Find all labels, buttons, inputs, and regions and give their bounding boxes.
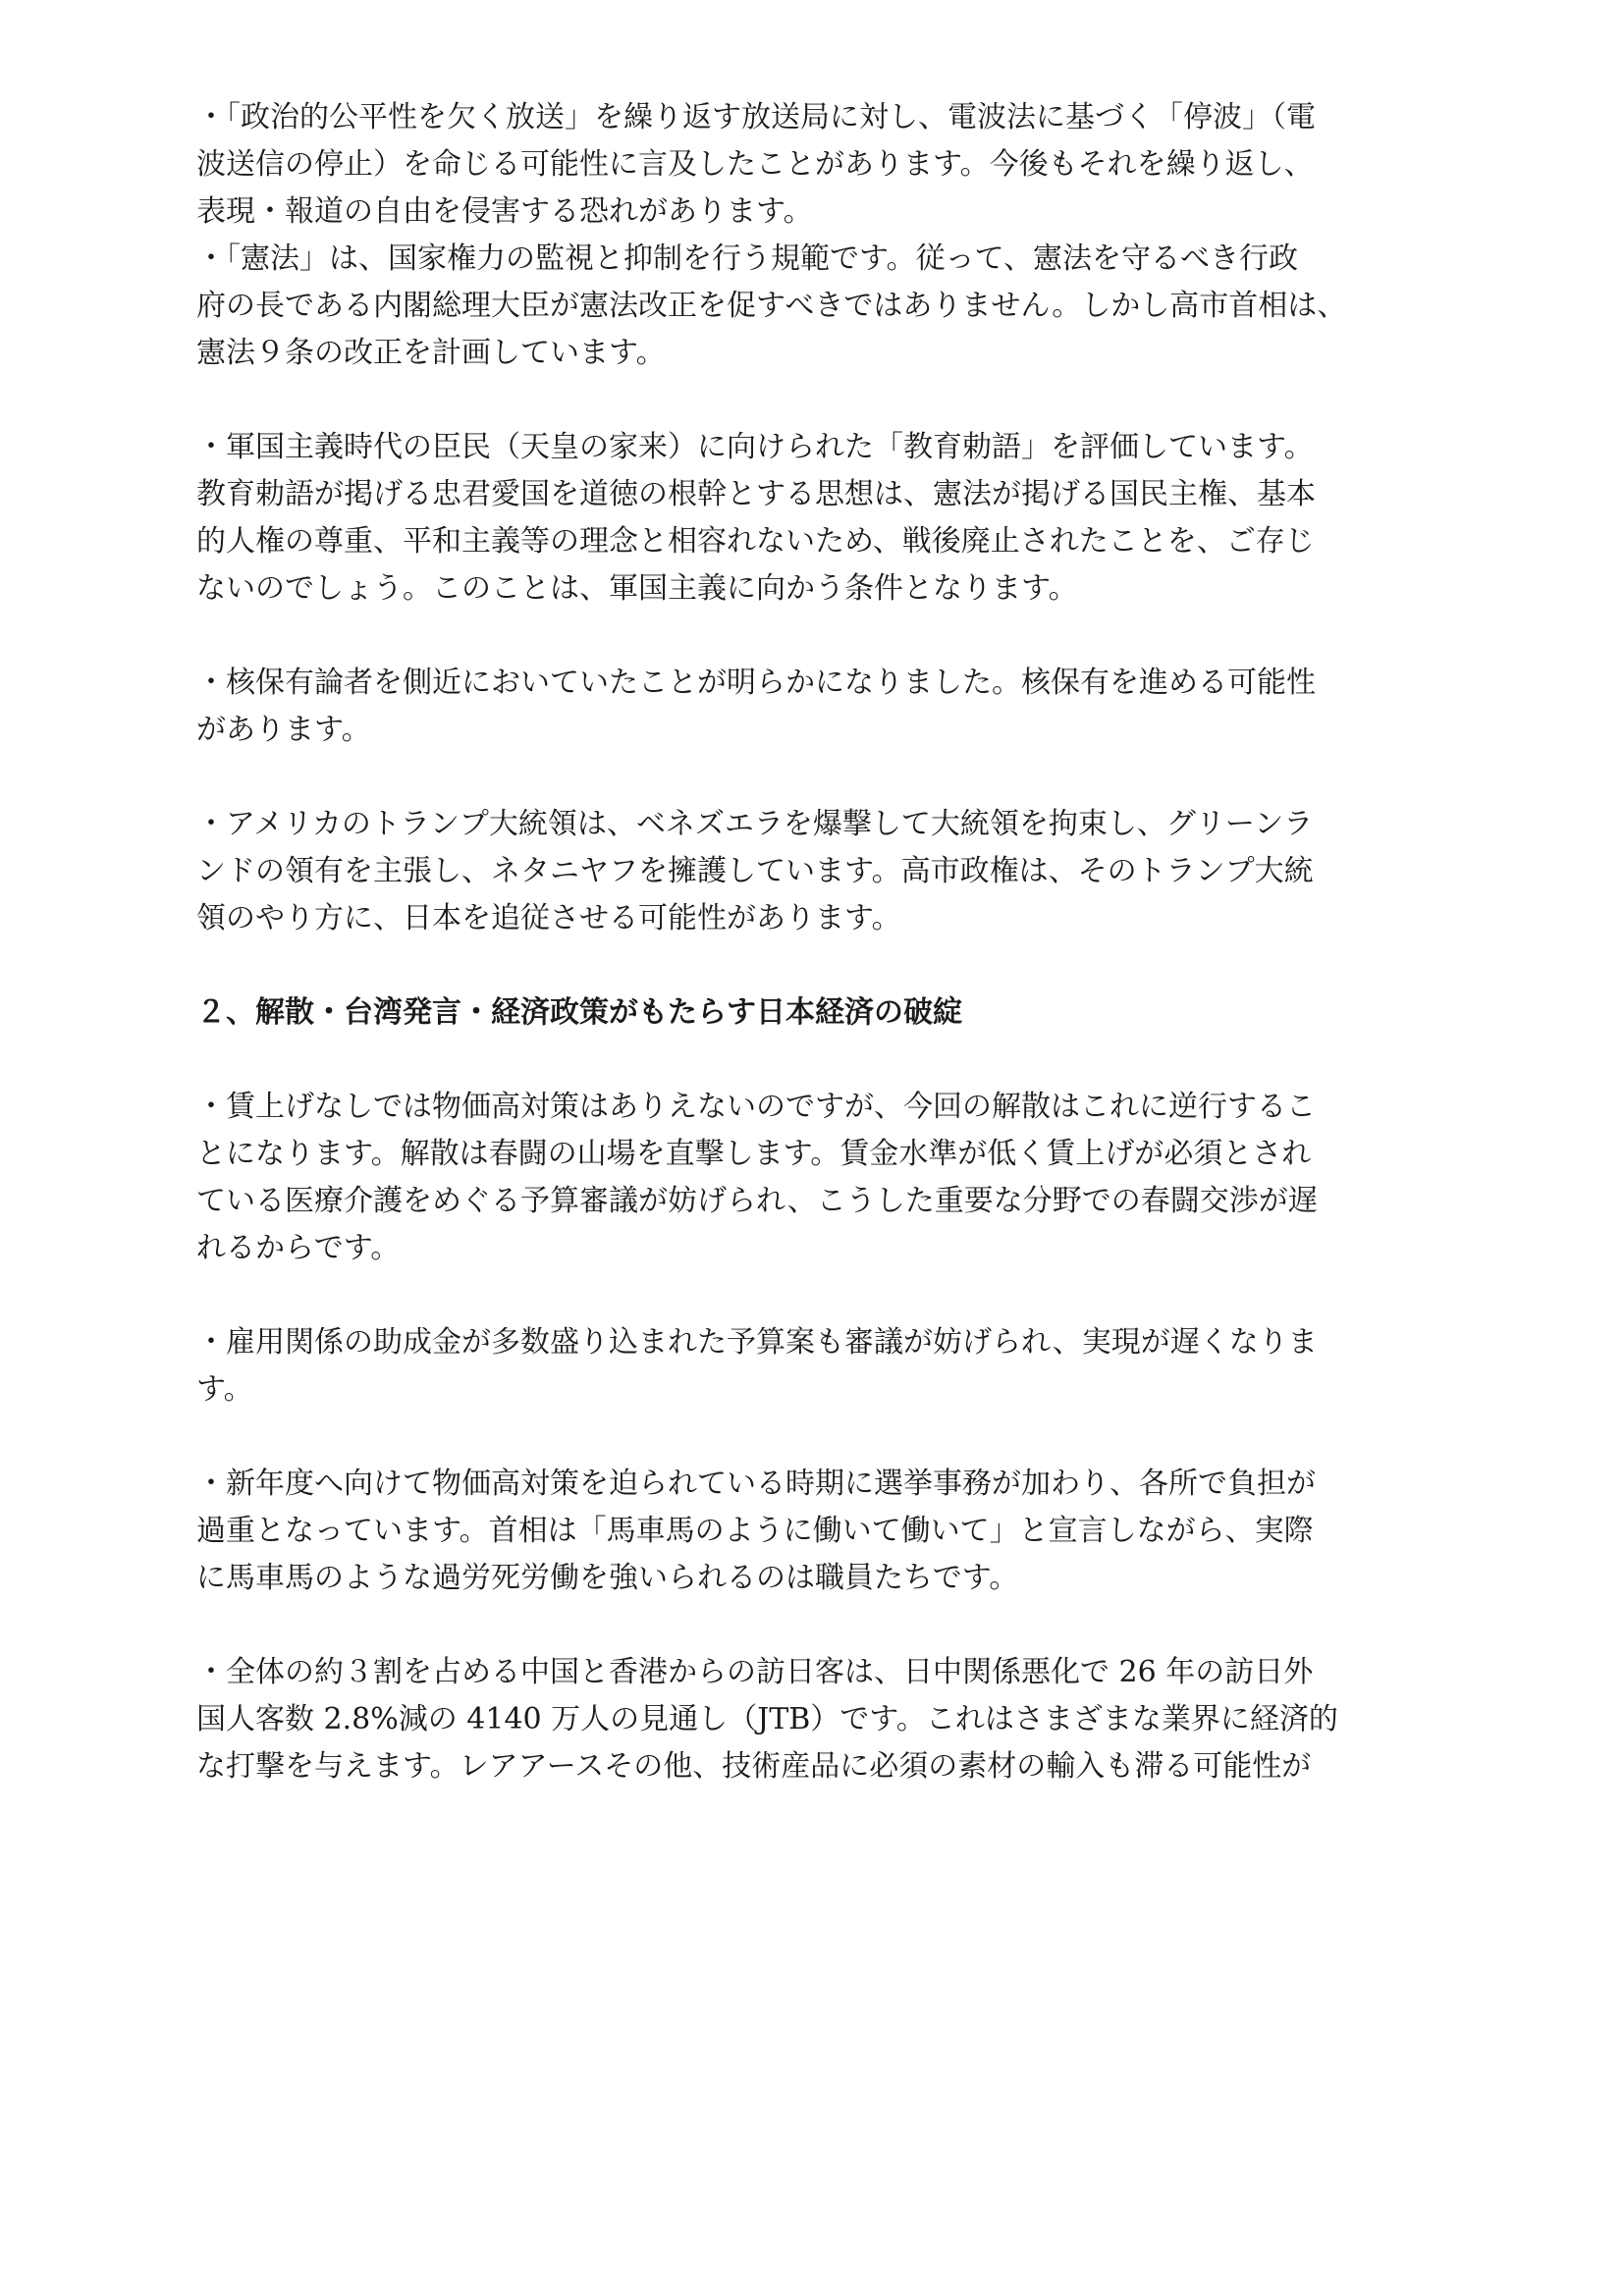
text-line: ・新年度へ向けて物価高対策を迫られている時期に選挙事務が加わり、各所で負担が	[196, 1467, 1316, 1501]
paragraph	[196, 1649, 1443, 1790]
text-line: ・軍国主義時代の臣民（天皇の家来）に向けられた「教育勅語」を評価しています。	[196, 430, 1314, 464]
text-line: ・「政治的公平性を欠く放送」を繰り返す放送局に対し、電波法に基づく「停波」（電	[196, 100, 1316, 134]
paragraph-spacer	[196, 1602, 1443, 1649]
text-line: に馬車馬のような過労死労働を強いられるのは職員たちです。	[196, 1561, 1019, 1595]
text-line: 領のやり方に、日本を追従させる可能性があります。	[196, 901, 901, 935]
text-line: 府の長である内閣総理大臣が憲法改正を促すべきではありません。しかし高市首相は、	[196, 289, 1347, 323]
text-line: 的人権の尊重、平和主義等の理念と相容れないため、戦後廃止されたことを、ご存じ	[196, 524, 1315, 559]
paragraph	[196, 94, 1443, 236]
paragraph-spacer	[196, 1037, 1443, 1084]
text-line: す。	[196, 1372, 253, 1407]
text-line: 表現・報道の自由を侵害する恐れがあります。	[196, 194, 813, 229]
paragraph-spacer	[196, 942, 1443, 989]
paragraph-spacer	[196, 754, 1443, 801]
text-line: ・賃上げなしでは物価高対策はありえないのですが、今回の解散はこれに逆行するこ	[196, 1090, 1316, 1124]
text-line: があります。	[196, 713, 371, 747]
text-line: ンドの領有を主張し、ネタニヤフを擁護しています。高市政権は、そのトランプ大統	[196, 854, 1314, 888]
paragraph-spacer	[196, 1272, 1443, 1319]
paragraph-spacer	[196, 377, 1443, 424]
paragraph	[196, 236, 1443, 377]
text-line: ・アメリカのトランプ大統領は、ベネズエラを爆撃して大統領を拘束し、グリーンラ	[196, 807, 1314, 841]
text-line: ・雇用関係の助成金が多数盛り込まれた予算案も審議が妨げられ、実現が遅くなりま	[196, 1325, 1318, 1360]
text-line: ・核保有論者を側近においていたことが明らかになりました。核保有を進める可能性	[196, 666, 1316, 700]
text-line: 憲法９条の改正を計画しています。	[196, 336, 666, 370]
paragraph	[196, 1461, 1443, 1602]
paragraph	[196, 801, 1443, 942]
text-line: な打撃を与えます。レアアースその他、技術産品に必須の素材の輸入も滞る可能性が	[196, 1749, 1312, 1784]
text-line: 国人客数 2.8%減の 4140 万人の見通し（JTB）です。これはさまざまな業界に経済的	[196, 1702, 1338, 1736]
text-line: 過重となっています。首相は「馬車馬のように働いて働いて」と宣言しながら、実際	[196, 1514, 1314, 1548]
text-line: ・「憲法」は、国家権力の監視と抑制を行う規範です。従って、憲法を守るべき行政	[196, 241, 1298, 276]
section-heading: ２、解散・台湾発言・経済政策がもたらす日本経済の破綻	[196, 995, 962, 1030]
text-line: ・全体の約３割を占める中国と香港からの訪日客は、日中関係悪化で 26 年の訪日外	[196, 1655, 1314, 1689]
paragraph	[196, 424, 1443, 613]
text-line: 教育勅語が掲げる忠君愛国を道徳の根幹とする思想は、憲法が掲げる国民主権、基本	[196, 477, 1316, 511]
text-line: ないのでしょう。このことは、軍国主義に向かう条件となります。	[196, 571, 1078, 606]
paragraph	[196, 1084, 1443, 1272]
text-line: 波送信の停止）を命じる可能性に言及したことがあります。今後もそれを繰り返し、	[196, 147, 1314, 182]
paragraph-spacer	[196, 1414, 1443, 1461]
text-line: れるからです。	[196, 1231, 401, 1265]
text-line: ている医療介護をめぐる予算審議が妨げられ、こうした重要な分野での春闘交渉が遅	[196, 1184, 1318, 1218]
paragraph-spacer	[196, 613, 1443, 660]
document-body	[196, 94, 1443, 1790]
paragraph	[196, 1319, 1443, 1414]
paragraph	[196, 660, 1443, 754]
text-line: とになります。解散は春闘の山場を直撃します。賃金水準が低く賃上げが必須とされ	[196, 1137, 1312, 1171]
